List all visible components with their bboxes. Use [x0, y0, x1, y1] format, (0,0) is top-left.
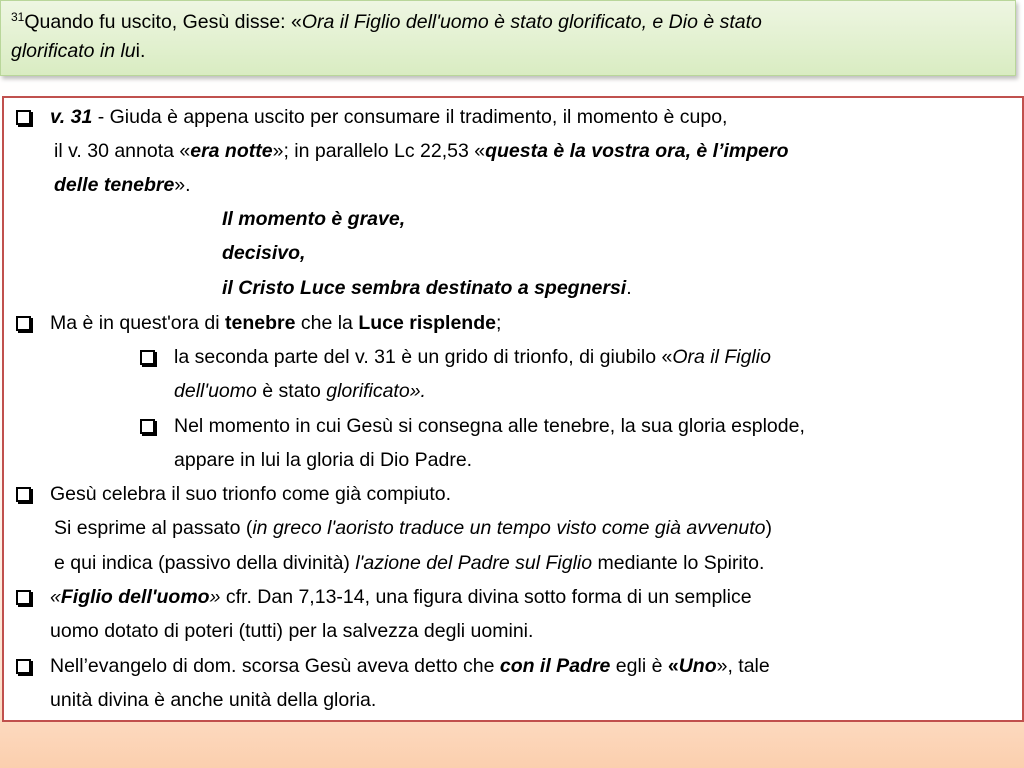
bullet-1-line-2: il v. 30 annota «era notte»; in parallelo Lc 22,53 «questa è la vostra ora, è l’impero [54, 140, 789, 162]
quote-line-2: glorificato in lui. [11, 40, 146, 62]
sub-bullet-1-line-1: la seconda parte del v. 31 è un grido di trionfo, di giubilo «Ora il Figlio [174, 346, 771, 368]
verse-number: 31 [11, 10, 25, 24]
commentary-panel [2, 96, 1024, 722]
bullet-3-line-3: e qui indica (passivo della divinità) l'azione del Padre sul Figlio mediante lo Spirito. [54, 552, 765, 574]
quote-text-cont: glorificato in lu [11, 40, 136, 62]
emphasis-line-2: decisivo, [222, 242, 306, 264]
checkbox-bullet-icon [16, 659, 31, 674]
bullet-4-line-1: «Figlio dell'uomo» cfr. Dan 7,13-14, una figura divina sotto forma di un semplice [50, 586, 752, 608]
sub-bullet-2-line-1: Nel momento in cui Gesù si consegna alle tenebre, la sua gloria esplode, [174, 415, 805, 437]
bullet-1-line-3: delle tenebre». [54, 174, 191, 196]
checkbox-bullet-icon [16, 487, 31, 502]
bullet-4-line-2: uomo dotato di poteri (tutti) per la salvezza degli uomini. [50, 620, 534, 642]
verse-quote-box [0, 0, 1016, 76]
quote-line-1 [11, 8, 1005, 37]
checkbox-bullet-icon [16, 110, 31, 125]
bullet-1-line-1: v. 31 - Giuda è appena uscito per consumare il tradimento, il momento è cupo, [50, 106, 728, 128]
bullet-3-line-1: Gesù celebra il suo trionfo come già compiuto. [50, 483, 452, 505]
checkbox-bullet-icon [140, 350, 155, 365]
bullet-5-line-2: unità divina è anche unità della gloria. [50, 689, 377, 711]
bullet-5-line-1: Nell’evangelo di dom. scorsa Gesù aveva detto che con il Padre egli è «Uno», tale [50, 655, 770, 677]
emphasis-line-3: il Cristo Luce sembra destinato a spegnersi. [222, 277, 632, 299]
emphasis-line-1: Il momento è grave, [222, 208, 406, 230]
checkbox-bullet-icon [16, 590, 31, 605]
sub-bullet-2-line-2: appare in lui la gloria di Dio Padre. [174, 449, 473, 471]
quote-intro: Quando fu uscito, Gesù disse: « [24, 11, 302, 33]
checkbox-bullet-icon [16, 316, 31, 331]
bullet-3-line-2: Si esprime al passato (in greco l'aoristo traduce un tempo visto come già avvenuto) [54, 517, 773, 539]
checkbox-bullet-icon [140, 419, 155, 434]
bullet-2-line-1: Ma è in quest'ora di tenebre che la Luce risplende; [50, 312, 502, 334]
quote-text: Ora il Figlio dell'uomo è stato glorificato, e Dio è stato [301, 11, 762, 33]
sub-bullet-1-line-2: dell'uomo è stato glorificato». [174, 380, 426, 402]
verse-reference: v. 31 [50, 106, 93, 128]
